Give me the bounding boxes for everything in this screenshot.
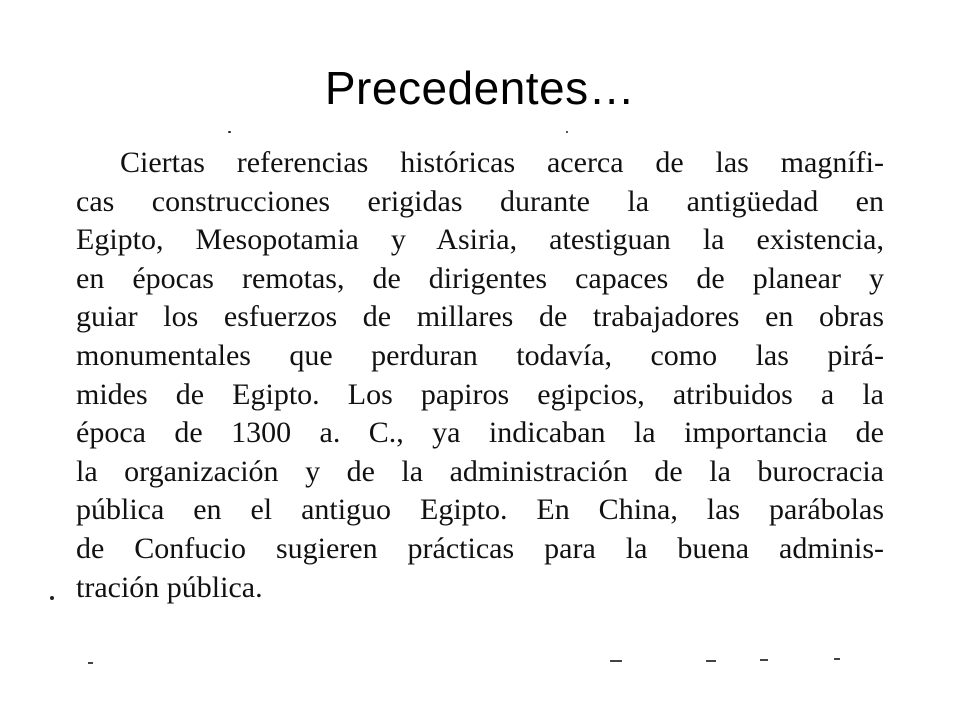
paragraph-line: mides de Egipto. Los papiros egipcios, atribuidos a la <box>76 377 884 411</box>
paragraph-line: guiar los esfuerzos de millares de trabajadores en obras <box>76 300 884 334</box>
paragraph-line: época de 1300 a. C., ya indicaban la importancia de <box>76 416 884 450</box>
paragraph-line: de Confucio sugieren prácticas para la buena adminis- <box>76 531 884 565</box>
slide-title: Precedentes… <box>324 62 636 114</box>
scan-edge-mark <box>760 659 768 661</box>
scan-edge-mark <box>88 662 93 664</box>
scan-edge-mark <box>610 660 622 662</box>
paragraph-line: Egipto, Mesopotamia y Asiria, atestiguan la existencia, <box>76 223 884 257</box>
scan-speck <box>566 131 568 133</box>
paragraph-line: la organización y de la administración de la burocracia <box>76 454 884 488</box>
paragraph-line: cas construcciones erigidas durante la antigüedad en <box>76 184 884 218</box>
paragraph-line: en épocas remotas, de dirigentes capaces de planear y <box>76 261 884 295</box>
scan-edge-mark <box>706 660 716 662</box>
scan-speck <box>50 596 54 600</box>
paragraph-line: monumentales que perduran todavía, como las pirá- <box>76 338 884 372</box>
scanned-text-image <box>58 128 898 668</box>
paragraph-line: tración pública. <box>76 570 263 604</box>
scan-speck <box>228 131 231 133</box>
paragraph-line: pública en el antiguo Egipto. En China, las parábolas <box>76 493 884 527</box>
paragraph-line: Ciertas referencias históricas acerca de las magnífi- <box>120 146 884 179</box>
scan-edge-mark <box>834 658 840 660</box>
scanned-paragraph <box>76 144 884 607</box>
